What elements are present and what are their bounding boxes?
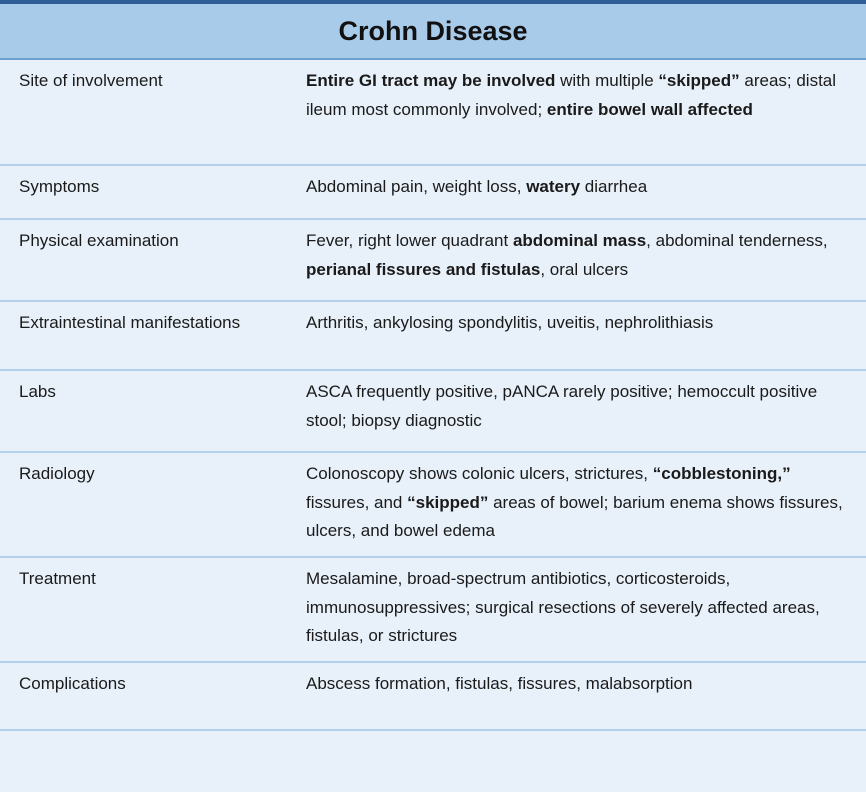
table-row xyxy=(0,165,866,219)
row-value xyxy=(306,662,866,730)
row-value xyxy=(306,452,866,557)
table-title xyxy=(0,4,866,60)
table-body xyxy=(0,60,866,730)
row-label: Labs xyxy=(0,370,306,452)
emphasis-text: “skipped” xyxy=(407,492,489,512)
row-value xyxy=(306,557,866,662)
details-table xyxy=(0,60,866,731)
value-text: , abdominal tenderness, xyxy=(646,231,828,250)
row-label: Radiology xyxy=(0,452,306,557)
row-value xyxy=(306,219,866,301)
value-text: ASCA frequently positive, pANCA rarely positive; hemoccult positive stool; biopsy diagnostic xyxy=(306,382,818,430)
row-value xyxy=(306,165,866,219)
emphasis-text: “skipped” xyxy=(658,71,740,90)
value-text: areas; distal ileum most commonly involved; xyxy=(306,71,837,119)
value-text: areas of bowel; barium enema shows fissures, ulcers, and bowel edema xyxy=(306,492,843,540)
emphasis-text: perianal fissures and fistulas xyxy=(306,259,541,279)
value-text: fissures, and xyxy=(306,492,408,512)
row-value xyxy=(306,301,866,370)
row-value xyxy=(306,370,866,452)
table-row xyxy=(0,219,866,301)
row-label: Site of involvement xyxy=(0,60,306,165)
value-text: Colonoscopy shows colonic ulcers, strictures, xyxy=(306,464,653,483)
value-text: , oral ulcers xyxy=(540,259,629,279)
table-row xyxy=(0,370,866,452)
row-value xyxy=(306,60,866,165)
row-label: Complications xyxy=(0,662,306,730)
value-text: diarrhea xyxy=(580,177,648,196)
row-label: Symptoms xyxy=(0,165,306,219)
table-row xyxy=(0,60,866,165)
table-row xyxy=(0,557,866,662)
value-text: Mesalamine, broad-spectrum antibiotics, corticosteroids, immunosuppressives; surgical resections of severely affected areas, fistulas, or strictures xyxy=(306,569,820,645)
value-text: Abdominal pain, weight loss, xyxy=(306,177,527,196)
row-label: Physical examination xyxy=(0,219,306,301)
value-text: Fever, right lower quadrant xyxy=(306,231,513,250)
value-text: Abscess formation, fistulas, fissures, malabsorption xyxy=(306,674,693,693)
emphasis-text: “cobblestoning,” xyxy=(652,464,791,483)
emphasis-text: Entire GI tract may be involved xyxy=(306,71,556,90)
row-label: Treatment xyxy=(0,557,306,662)
value-text: Arthritis, ankylosing spondylitis, uveitis, nephrolithiasis xyxy=(306,313,714,332)
value-text: with multiple xyxy=(555,71,659,90)
emphasis-text: watery xyxy=(526,177,581,196)
table-row xyxy=(0,452,866,557)
row-label: Extraintestinal manifestations xyxy=(0,301,306,370)
emphasis-text: abdominal mass xyxy=(512,231,647,250)
table-title-text: Crohn Disease xyxy=(338,16,528,46)
table-row xyxy=(0,662,866,730)
table-row xyxy=(0,301,866,370)
emphasis-text: entire bowel wall affected xyxy=(546,99,753,119)
